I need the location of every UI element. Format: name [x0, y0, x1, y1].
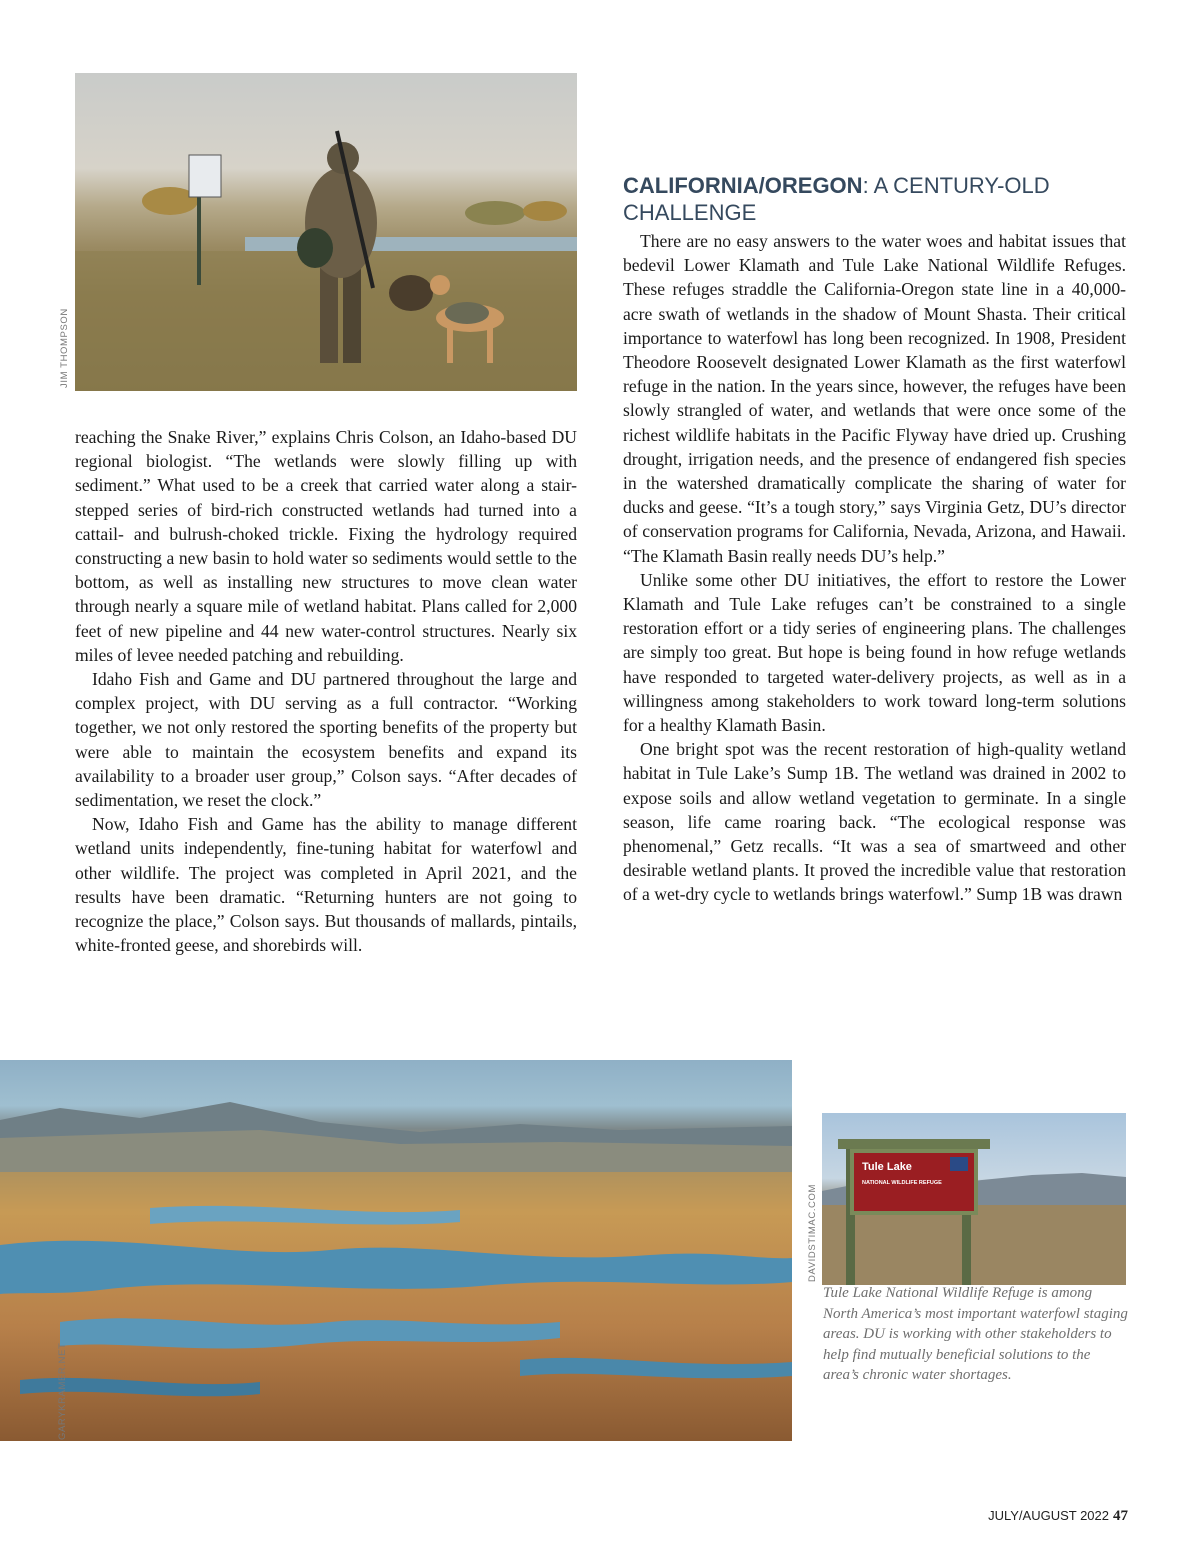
issue-date: JULY/AUGUST 2022	[988, 1508, 1109, 1523]
wetland-illustration	[0, 1060, 792, 1441]
tule-lake-sign-photo	[822, 1113, 1126, 1285]
section-heading	[623, 172, 1126, 226]
hunter-dog-photo	[75, 73, 577, 391]
left-paragraph-1: reaching the Snake River,” explains Chris Colson, an Idaho-based DU regional biologist. “The wetlands were slowly filling up with sediment.” What used to be a creek that carried water along a stair-stepped series of bird-rich constructed wetlands had turned into a cattail- and bulrush-choked trickle. Fixing the hydrology required constructing a new basin to hold water so sediments would settle to the bottom, as well as installing new structures to move clean water through nearly a square mile of wetland habitat. Plans called for 2,000 feet of new pipeline and 44 new water-control structures. Nearly six miles of levee needed patching and rebuilding.	[75, 427, 577, 665]
sign-title: Tule Lake	[862, 1161, 912, 1173]
section-heading-rest: : A CENTURY-OLD CHALLENGE	[623, 173, 1050, 225]
sign-photo-credit: DAVIDSTIMAC.COM	[807, 1183, 818, 1282]
hunter-dog-illustration	[75, 73, 577, 391]
sign-subtitle: NATIONAL WILDLIFE REFUGE	[862, 1180, 942, 1186]
page-folio	[988, 1508, 1128, 1525]
section-heading-bold: CALIFORNIA/OREGON	[623, 173, 863, 198]
page-number: 47	[1113, 1508, 1128, 1524]
left-paragraph-3: Now, Idaho Fish and Game has the ability to manage different wetland units independently, fine-tuning habitat for waterfowl and other wildlife. The project was completed in April 2021, and the results have been dramatic. “Returning hunters are not going to recognize the place,” Colson says. But thousands of mallards, pintails, white-fronted geese, and shorebirds will.	[75, 814, 577, 956]
left-paragraph-2: Idaho Fish and Game and DU partnered throughout the large and complex project, with DU serving as a full contractor. “Working together, we not only restored the sporting benefits of the property but were able to maintain the ecosystem benefits and expand its availability to a broader user group,” Colson says. “After decades of sedimentation, we reset the clock.”	[75, 669, 577, 811]
photo-caption: Tule Lake National Wildlife Refuge is among North America’s most important waterfowl staging areas. DU is working with other stakeholders to help find mutually beneficial solutions to the area’s chronic water shortages.	[823, 1285, 1128, 1383]
left-column-text	[75, 425, 577, 957]
hunter-photo-credit: JIM THOMPSON	[59, 308, 70, 388]
sign-illustration	[822, 1113, 1126, 1285]
refuge-logo	[950, 1157, 968, 1171]
wetland-photo-credit: GARYKRAMER.NET	[57, 1342, 68, 1440]
right-paragraph-1: There are no easy answers to the water woes and habitat issues that bedevil Lower Klamath and Tule Lake National Wildlife Refuges. These refuges straddle the California-Oregon state line in a 40,000-acre swath of wetlands in the shadow of Mount Shasta. Their critical importance to waterfowl has long been recognized. In 1908, President Theodore Roosevelt designated Lower Klamath as the first waterfowl refuge in the nation. In the years since, however, the refuges have been slowly strangled of water, and wetlands that were once some of the richest wildlife habitats in the Pacific Flyway have dried up. Crushing drought, irrigation needs, and the presence of endangered fish species in the watershed dramatically complicate the sharing of water for ducks and geese. “It’s a tough story,” says Virginia Getz, DU’s director of conservation programs for California, Nevada, Arizona, and Hawaii. “The Klamath Basin really needs DU’s help.”	[623, 231, 1126, 566]
right-paragraph-2: Unlike some other DU initiatives, the effort to restore the Lower Klamath and Tule Lake refuges can’t be constrained to a single restoration effort or a tidy series of engineering plans. The challenges are simply too great. But hope is being found in how refuge wetlands have responded to targeted water-delivery projects, as well as in a willingness among stakeholders to work toward long-term solutions for a healthy Klamath Basin.	[623, 569, 1126, 736]
wetland-landscape-photo	[0, 1060, 792, 1441]
right-column-text	[623, 229, 1126, 907]
right-paragraph-3: One bright spot was the recent restoration of high-quality wetland habitat in Tule Lake’s Sump 1B. The wetland was drained in 2002 to expose soils and allow wetland vegetation to germinate. In a single season, life came roaring back. “The ecological response was phenomenal,” Getz recalls. “It was a sea of smartweed and other desirable wetland plants. It proved the incredible value that restoration of a wet-dry cycle to wetlands brings waterfowl.” Sump 1B was drawn	[623, 739, 1126, 905]
